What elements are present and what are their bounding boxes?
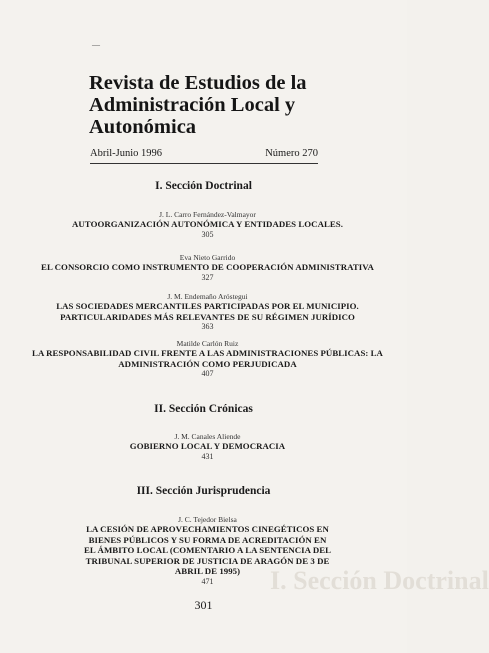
entry-title: LA CESIÓN DE APROVECHAMIENTOS CINEGÉTICOS EN BIENES PÚBLICOS Y SU FORMA DE ACREDITACIÓN EN EL ÁMBITO LOCAL (COMENTARIO A LA SENTENCIA DEL TRIBUNAL SUPERIOR DE JUSTICIA DE ARAGÓN DE 3 DE ABRIL DE 1995) bbox=[83, 524, 332, 576]
entry-author: J. M. Canales Aliende bbox=[174, 432, 241, 441]
entry-title: GOBIERNO LOCAL Y DEMOCRACIA bbox=[129, 441, 286, 451]
issue-number: Número 270 bbox=[265, 148, 318, 159]
entry-page: 407 bbox=[201, 369, 214, 378]
title-rule bbox=[90, 163, 318, 164]
toc-entry bbox=[20, 253, 395, 282]
toc-entry bbox=[20, 339, 395, 378]
toc-entry bbox=[20, 515, 395, 586]
top-mark: — bbox=[92, 40, 100, 49]
entry-author: J. C. Tejedor Bielsa bbox=[178, 515, 237, 524]
entry-author: Eva Nieto Garrido bbox=[179, 253, 236, 262]
entry-author: J. L. Carro Fernández-Valmayor bbox=[159, 210, 256, 219]
entry-page: 363 bbox=[201, 322, 214, 331]
entry-title: LA RESPONSABILIDAD CIVIL FRENTE A LAS ADMINISTRACIONES PÚBLICAS: LA ADMINISTRACIÓN COMO PERJUDICADA bbox=[32, 348, 383, 369]
entry-title: LAS SOCIEDADES MERCANTILES PARTICIPADAS POR EL MUNICIPIO. PARTICULARIDADES MÁS RELEVANTES DE SU RÉGIMEN JURÍDICO bbox=[56, 301, 359, 322]
section-heading-jurisprudencia: III. Sección Jurisprudencia bbox=[136, 485, 271, 497]
show-through-text: I. Sección Doctrinal bbox=[270, 566, 489, 595]
journal-title: Revista de Estudios de la Administración Local y Autonómica bbox=[89, 72, 307, 138]
toc-entry bbox=[20, 292, 395, 331]
toc-entry bbox=[20, 432, 395, 461]
entry-author: Matilde Carlón Ruiz bbox=[176, 339, 239, 348]
entry-page: 327 bbox=[201, 272, 214, 282]
entry-page: 471 bbox=[201, 576, 214, 586]
page-number: 301 bbox=[194, 598, 213, 612]
issue-date: Abril-Junio 1996 bbox=[90, 148, 163, 159]
toc-entry bbox=[20, 210, 395, 239]
entry-page: 305 bbox=[201, 229, 214, 239]
section-heading-cronicas: II. Sección Crónicas bbox=[154, 403, 253, 415]
entry-title: AUTOORGANIZACIÓN AUTONÓMICA Y ENTIDADES LOCALES. bbox=[72, 219, 343, 229]
issue-line bbox=[90, 148, 318, 159]
entry-page: 431 bbox=[201, 451, 214, 461]
entry-author: J. M. Endemaño Aróstegui bbox=[167, 292, 248, 301]
section-heading-doctrinal: I. Sección Doctrinal bbox=[155, 180, 252, 192]
entry-title: EL CONSORCIO COMO INSTRUMENTO DE COOPERACIÓN ADMINISTRATIVA bbox=[41, 262, 374, 272]
